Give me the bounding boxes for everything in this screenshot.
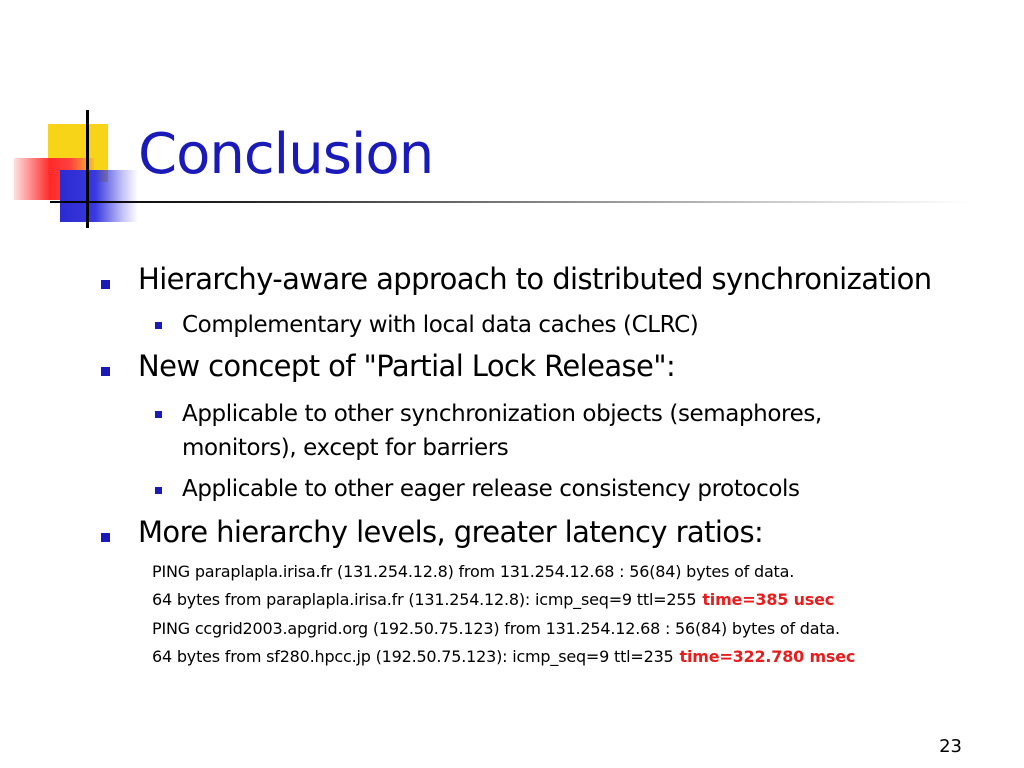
ping-text: 64 bytes from sf280.hpcc.jp (192.50.75.123): icmp_seq=9 ttl=235 (152, 647, 674, 666)
ping-time-highlight: time=385 usec (702, 590, 835, 609)
ping-line (152, 590, 834, 609)
bullet-hierarchy-aware: Hierarchy-aware approach to distributed synchronization (138, 262, 932, 296)
bullet-hierarchy-levels: More hierarchy levels, greater latency ratios: (138, 515, 764, 549)
page-number: 23 (939, 736, 962, 757)
title-underline (50, 201, 970, 203)
ping-text: PING paraplapla.irisa.fr (131.254.12.8) from 131.254.12.68 : 56(84) bytes of data. (152, 562, 795, 581)
sub-bullet-marker (155, 322, 162, 329)
decorative-blue-square (60, 170, 138, 222)
ping-text: 64 bytes from paraplapla.irisa.fr (131.254.12.8): icmp_seq=9 ttl=255 (152, 590, 697, 609)
bullet-marker (101, 367, 110, 376)
ping-time-highlight: time=322.780 msec (679, 647, 856, 666)
sub-bullet-sync-objects: Applicable to other synchronization objects (semaphores, monitors), except for barriers (182, 401, 822, 461)
bullet-partial-lock-release: New concept of "Partial Lock Release": (138, 349, 676, 383)
ping-line (152, 562, 794, 581)
slide-title: Conclusion (138, 122, 434, 187)
bullet-marker (101, 280, 110, 289)
decorative-vertical-line (86, 110, 89, 228)
sub-bullet-eager-release: Applicable to other eager release consistency protocols (182, 476, 800, 502)
sub-bullet-clrc: Complementary with local data caches (CLRC) (182, 312, 699, 338)
sub-bullet-marker (155, 487, 162, 494)
ping-line (152, 619, 840, 638)
ping-line (152, 647, 855, 666)
sub-bullet-marker (155, 411, 162, 418)
bullet-marker (101, 533, 110, 542)
ping-text: PING ccgrid2003.apgrid.org (192.50.75.123) from 131.254.12.68 : 56(84) bytes of data. (152, 619, 840, 638)
